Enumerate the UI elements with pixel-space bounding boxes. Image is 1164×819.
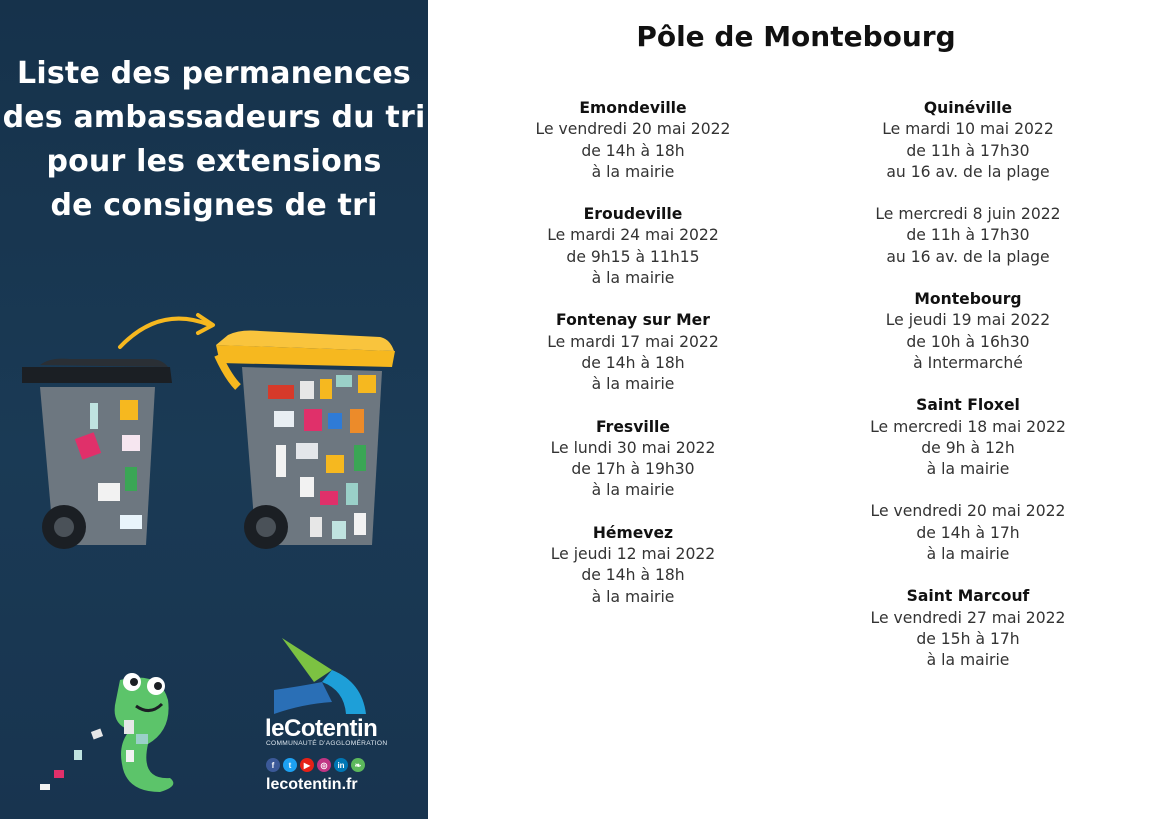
facebook-icon[interactable]: f [266,758,280,772]
entry-location: à la mairie [926,651,1010,670]
entry-place: Quinéville [923,99,1013,117]
entry-time: de 10h à 16h30 [906,332,1030,351]
entry-date: Le mardi 17 mai 2022 [547,332,719,351]
entry-time: de 9h à 12h [921,438,1015,457]
schedule-entry [818,98,1118,183]
schedule-entry [483,523,783,608]
entry-time: de 14h à 18h [581,353,685,372]
linkedin-icon[interactable]: in [334,758,348,772]
instagram-icon[interactable]: ◎ [317,758,331,772]
entry-location: à Intermarché [913,353,1023,372]
entry-place: Montebourg [914,290,1022,309]
entry-location: au 16 av. de la plage [886,247,1050,266]
entry-time: de 14h à 18h [581,141,685,160]
entry-location: à la mairie [926,545,1010,564]
entry-time: de 11h à 17h30 [906,141,1030,160]
entry-location: au 16 av. de la plage [886,162,1050,181]
entry-date: Le mardi 10 mai 2022 [882,120,1054,139]
page-title: Pôle de Montebourg [636,20,956,53]
schedule-column-right [818,98,1118,693]
entry-date: Le mercredi 18 mai 2022 [870,417,1066,436]
entry-time: de 11h à 17h30 [906,226,1030,245]
social-icons [266,758,365,772]
brand-name: leCotentin [265,715,378,742]
title-line: de consignes de tri [50,188,378,223]
title-line: des ambassadeurs du tri [2,100,426,135]
entry-place: Saint Marcouf [906,587,1030,606]
entry-location: à la mairie [591,375,675,394]
schedule-entry [818,395,1118,480]
entry-place: Fresville [596,417,670,436]
entry-location: à la mairie [926,460,1010,479]
entry-date: Le vendredi 27 mai 2022 [870,608,1066,627]
entry-location: à la mairie [591,162,675,181]
grey-bin-icon [22,359,172,549]
entry-place: Eroudeville [583,205,683,224]
schedule-entry [818,586,1118,671]
entry-date: Le jeudi 12 mai 2022 [550,545,716,564]
title-line: Liste des permanences [17,56,411,91]
entry-place: Saint Floxel [916,396,1020,415]
entry-place: Hémevez [592,523,674,542]
website-link[interactable]: lecotentin.fr [266,776,358,793]
entry-time: de 15h à 17h [916,629,1020,648]
entry-time: de 9h15 à 11h15 [566,247,700,266]
entry-date: Le mercredi 8 juin 2022 [875,205,1061,224]
schedule-entry [483,417,783,502]
yellow-bin-icon [216,331,395,550]
entry-location: à la mairie [591,481,675,500]
entry-place: Fontenay sur Mer [556,311,710,330]
entry-date: Le vendredi 20 mai 2022 [870,502,1066,521]
poster-title [0,52,428,228]
schedule-entry [483,98,783,183]
entry-date: Le mardi 24 mai 2022 [547,226,719,245]
entry-date: Le lundi 30 mai 2022 [550,438,716,457]
leaf-icon[interactable]: ❧ [351,758,365,772]
entry-place: Emondeville [579,99,687,117]
entry-time: de 14h à 18h [581,566,685,585]
entry-time: de 14h à 17h [916,523,1020,542]
entry-location: à la mairie [591,587,675,606]
schedule-column-left [483,98,783,629]
twitter-icon[interactable]: t [283,758,297,772]
entry-date: Le vendredi 20 mai 2022 [535,120,731,139]
title-line: pour les extensions [46,144,382,179]
entry-date: Le jeudi 19 mai 2022 [885,311,1051,330]
entry-time: de 17h à 19h30 [571,460,695,479]
schedule-entry [818,204,1118,268]
entry-location: à la mairie [591,269,675,288]
lecotentin-logo-icon [262,630,382,714]
schedule-entry [483,204,783,289]
mascot-illustration [30,660,200,800]
recycling-bins-illustration [10,295,410,565]
schedule-entry [818,289,1118,374]
schedule-entry [483,310,783,395]
youtube-icon[interactable]: ▶ [300,758,314,772]
left-panel [0,0,428,819]
brand-subtitle: COMMUNAUTÉ D'AGGLOMÉRATION [266,740,388,747]
schedule-entry [818,501,1118,565]
